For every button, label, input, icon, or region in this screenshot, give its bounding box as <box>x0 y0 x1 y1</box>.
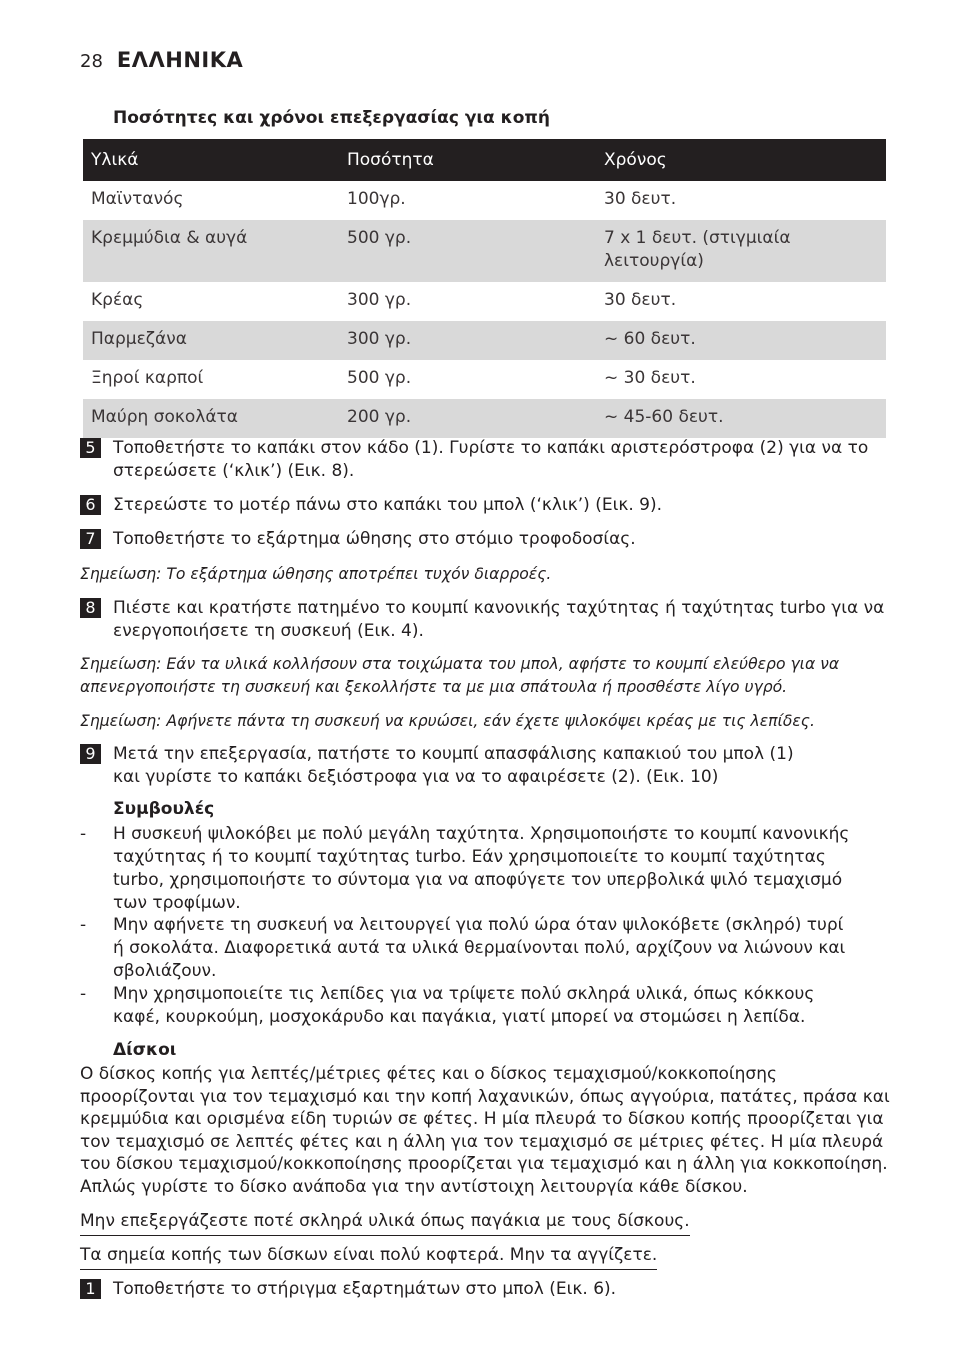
note: Σημείωση: Εάν τα υλικά κολλήσουν στα τοιχώματα του μπολ, αφήστε το κουμπί ελεύθερο για να απενεργοποιήστε τη συσκευή και ξεκολλήστε τα με μια σπάτουλα ή προσθέστε λίγο υγρό. <box>80 655 840 696</box>
bullet-dash: - <box>80 915 87 935</box>
table-cell: Κρέας <box>91 290 144 310</box>
tip-text: Μην χρησιμοποιείτε τις λεπίδες για να τρίψετε πολύ σκληρά υλικά, όπως κόκκους καφέ, κουρκούμη, μοσχοκάρυδο και παγάκια, γιατί μπορεί να στομώσει η λεπίδα. <box>113 984 815 1027</box>
step-6 <box>80 494 888 517</box>
list-item <box>80 914 853 983</box>
table-cell: 300 γρ. <box>347 329 412 349</box>
table-cell: 500 γρ. <box>347 228 412 248</box>
table-row <box>83 181 886 220</box>
table-row <box>83 282 886 321</box>
step-text: Τοποθετήστε το καπάκι στον κάδο (1). Γυρίστε το καπάκι αριστερόστροφα (2) για να το στερεώσετε (‘κλικ’) (Εικ. 8). <box>113 438 869 481</box>
step-number-badge: 5 <box>80 438 101 458</box>
tip-text: Μην αφήνετε τη συσκευή να λειτουργεί για πολύ ώρα όταν ψιλοκόβετε (σκληρό) τυρί ή σοκολάτα. Διαφορετικά αυτά τα υλικά θερμαίνονται πολύ, αρχίζουν να λιώνουν και σβολιάζουν. <box>113 915 846 981</box>
step-5 <box>80 437 888 483</box>
table-row <box>83 321 886 360</box>
step-number-badge: 1 <box>80 1279 101 1299</box>
table-cell: Μαϊντανός <box>91 189 184 209</box>
table-cell: 100γρ. <box>347 189 406 209</box>
list-item <box>80 983 858 1029</box>
bullet-dash: - <box>80 824 87 844</box>
table-cell: ~ 60 δευτ. <box>604 329 696 349</box>
language-heading: ΕΛΛΗΝΙΚΑ <box>116 48 244 72</box>
step-text: Τοποθετήστε το εξάρτημα ώθησης στο στόμιο τροφοδοσίας. <box>113 529 636 549</box>
table-cell: ~ 30 δευτ. <box>604 368 696 388</box>
table-row <box>83 360 886 399</box>
table-cell: 300 γρ. <box>347 290 412 310</box>
list-item <box>80 823 858 915</box>
column-header-ingredients: Υλικά <box>91 149 139 170</box>
page-number: 28 <box>80 51 103 72</box>
table-cell: 30 δευτ. <box>604 189 677 209</box>
note: Σημείωση: Το εξάρτημα ώθησης αποτρέπει τυχόν διαρροές. <box>80 565 552 583</box>
step-9 <box>80 743 813 789</box>
step-text: Στερεώστε το μοτέρ πάνω στο καπάκι του μπολ (‘κλικ’) (Εικ. 9). <box>113 495 663 515</box>
step-number-badge: 8 <box>80 598 101 618</box>
table-cell: Κρεμμύδια & αυγά <box>91 228 248 248</box>
quantities-table <box>83 139 886 438</box>
bullet-dash: - <box>80 984 87 1004</box>
step-text: Πιέστε και κρατήστε πατημένο το κουμπί κανονικής ταχύτητας ή ταχύτητας turbo για να ενεργοποιήσετε τη συσκευή (Εικ. 4). <box>113 598 885 641</box>
step-number-badge: 9 <box>80 744 101 764</box>
step-text: Μετά την επεξεργασία, πατήστε το κουμπί απασφάλισης καπακιού του μπολ (1) και γυρίστε το καπάκι δεξιόστροφα για να το αφαιρέσετε (2). (Εικ. 10) <box>113 744 794 787</box>
table-cell: 30 δευτ. <box>604 290 677 310</box>
discs-paragraph: Ο δίσκος κοπής για λεπτές/μέτριες φέτες και ο δίσκος τεμαχισμού/κοκκοποίησης προορίζονται για τον τεμαχισμό και την κοπή λαχανικών, όπως αγγούρια, πατάτες, πράσα και κρεμμύδια και ορισμένα είδη τυριών σε φέτες. Η μία πλευρά το δίσκου κοπής προορίζεται για τον τεμαχισμό σε λεπτές φέτες και η άλλη για τον τεμαχισμό σε μέτριες φέτες. Η μία πλευρά του δίσκου τεμαχισμού/κοκκοποίησης προορίζεται για τεμαχισμό και η άλλη για κοκκοποίηση. Απλώς γυρίστε το δίσκο ανάποδα για την αντίστοιχη λειτουργία κάθε δίσκου. <box>80 1064 890 1197</box>
table-cell: 500 γρ. <box>347 368 412 388</box>
note: Σημείωση: Αφήνετε πάντα τη συσκευή να κρυώσει, εάν έχετε ψιλοκόψει κρέας με τις λεπίδες. <box>80 712 815 730</box>
step-1 <box>80 1278 888 1301</box>
table-cell: Μαύρη σοκολάτα <box>91 407 238 427</box>
step-text: Τοποθετήστε το στήριγμα εξαρτημάτων στο μπολ (Εικ. 6). <box>113 1279 617 1299</box>
table-cell: 7 x 1 δευτ. (στιγμιαία λειτουργία) <box>604 228 791 271</box>
step-7 <box>80 528 888 551</box>
table-header-row <box>83 139 886 181</box>
section-title: Ποσότητες και χρόνοι επεξεργασίας για κοπή <box>113 108 550 128</box>
tip-text: Η συσκευή ψιλοκόβει με πολύ μεγάλη ταχύτητα. Χρησιμοποιήστε το κουμπί κανονικής ταχύτητας ή το κουμπί ταχύτητας turbo. Εάν χρησιμοποιείτε το κουμπί ταχύτητας turbo, χρησιμοποιήστε το σύντομα για να αποφύγετε τον υπερβολικά ψιλό τεμαχισμό των τροφίμων. <box>113 824 850 913</box>
discs-heading: Δίσκοι <box>113 1040 177 1060</box>
table-cell: 200 γρ. <box>347 407 412 427</box>
warning-text: Τα σημεία κοπής των δίσκων είναι πολύ κοφτερά. Μην τα αγγίζετε. <box>80 1244 657 1270</box>
table-row <box>83 399 886 438</box>
page-header <box>80 48 243 72</box>
column-header-quantity: Ποσότητα <box>347 149 434 170</box>
table-cell: ~ 45-60 δευτ. <box>604 407 724 427</box>
step-number-badge: 6 <box>80 495 101 515</box>
warning-text: Μην επεξεργάζεστε ποτέ σκληρά υλικά όπως παγάκια με τους δίσκους. <box>80 1210 690 1236</box>
step-number-badge: 7 <box>80 529 101 549</box>
step-8 <box>80 597 888 643</box>
table-cell: Παρμεζάνα <box>91 329 187 349</box>
table-row <box>83 220 886 282</box>
table-cell: Ξηροί καρποί <box>91 368 204 388</box>
tips-heading: Συμβουλές <box>113 799 215 819</box>
column-header-time: Χρόνος <box>604 149 667 170</box>
